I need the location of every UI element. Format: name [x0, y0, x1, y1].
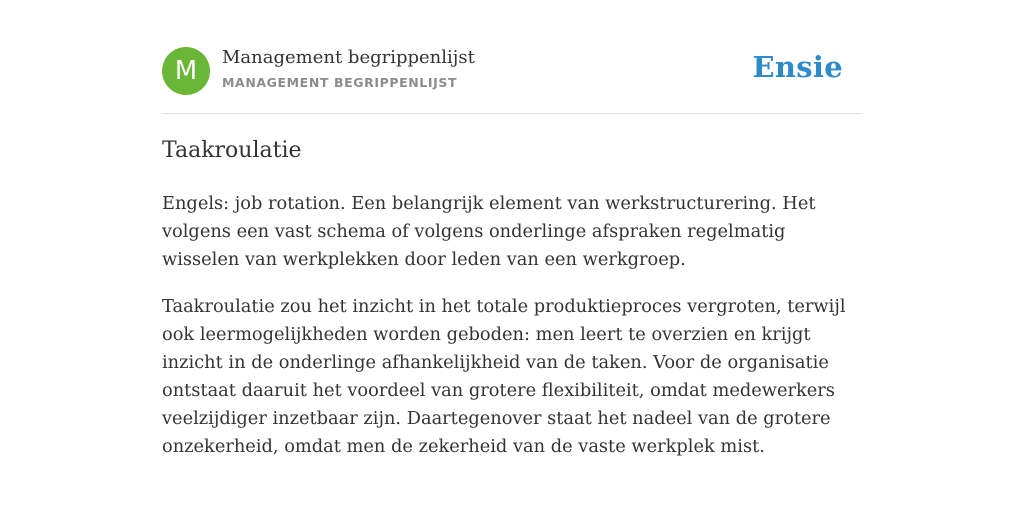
dictionary-avatar[interactable]: M — [162, 47, 210, 95]
header-divider — [162, 113, 862, 114]
dictionary-title[interactable]: Management begrippenlijst — [222, 47, 475, 68]
definition-paragraph: Taakroulatie zou het inzicht in het totale produktieproces vergroten, terwijl ook leermogelijkheden worden geboden: men leert te overzien en krijgt inzicht in de onderlinge afhankelijkheid van de taken. Voor de organisatie ontstaat daaruit het voordeel van grotere flexibiliteit, omdat medewerkers veelzijdiger inzetbaar zijn. Daartegenover staat het nadeel van de grotere onzekerheid, omdat men de zekerheid van de vaste werkplek mist. — [162, 296, 846, 457]
definition-paragraph: Engels: job rotation. Een belangrijk element van werkstructurering. Het volgens een vast schema of volgens onderlinge afspraken regelmatig wisselen van werkplekken door leden van een werkgroep. — [162, 193, 816, 270]
ensie-logo[interactable]: Ensie — [752, 50, 843, 84]
entry-definition — [162, 190, 862, 480]
dictionary-header — [162, 46, 862, 96]
entry-term: Taakroulatie — [162, 138, 302, 163]
dictionary-subtitle: MANAGEMENT BEGRIPPENLIJST — [222, 75, 458, 90]
